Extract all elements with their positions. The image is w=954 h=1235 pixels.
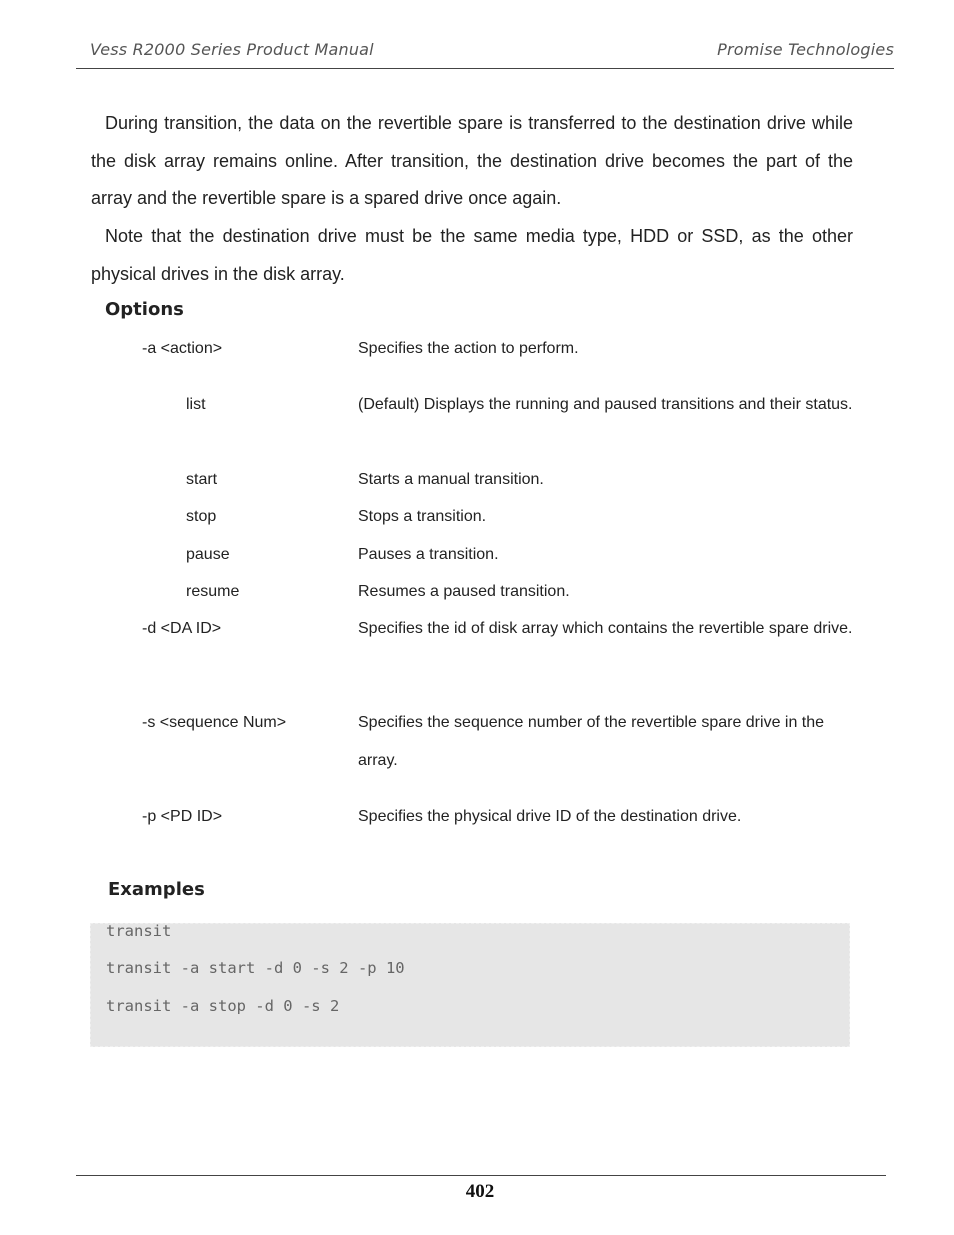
option-desc-start: Starts a manual transition. [358,471,544,488]
header-manual-title: Vess R2000 Series Product Manual [90,40,374,59]
footer-divider [76,1175,886,1176]
page-number: 402 [465,1181,495,1202]
option-desc-action: Specifies the action to perform. [358,340,579,357]
examples-code-block [90,923,850,1047]
paragraph-transition-text: During transition, the data on the revertible spare is transferred to the destination drive while the disk array remains online. After transition, the destination drive becomes the part of the array and the revertible spare is a spared drive once again. [91,113,853,208]
option-desc-pd-id: Specifies the physical drive ID of the destination drive. [358,808,742,825]
option-label-action: -a <action> [142,340,223,357]
option-desc-resume: Resumes a paused transition. [358,583,570,600]
code-line: transit [106,922,172,940]
option-desc-sequence: Specifies the sequence number of the revertible spare drive in the array. [358,714,825,769]
options-heading: Options [105,299,184,320]
header-company: Promise Technologies [717,40,894,59]
paragraph-transition [91,105,853,218]
option-label-pause: pause [186,546,230,563]
option-label-resume: resume [186,583,240,600]
paragraph-media-note-text: Note that the destination drive must be the same media type, HDD or SSD, as the other physical drives in the disk array. [91,226,853,284]
option-label-sequence: -s <sequence Num> [142,714,287,731]
option-label-da-id: -d <DA ID> [142,620,222,637]
option-label-start: start [186,471,218,488]
header-divider [76,68,894,69]
paragraph-media-note [91,218,853,293]
option-label-list: list [186,396,206,413]
option-desc-list: (Default) Displays the running and paused transitions and their status. [358,396,853,413]
option-desc-da-id: Specifies the id of disk array which contains the revertible spare drive. [358,620,853,637]
option-desc-stop: Stops a transition. [358,508,487,525]
examples-heading: Examples [108,879,205,900]
option-desc-pause: Pauses a transition. [358,546,499,563]
code-line: transit -a start -d 0 -s 2 -p 10 [106,959,405,977]
code-line: transit -a stop -d 0 -s 2 [106,997,340,1015]
option-label-stop: stop [186,508,217,525]
option-label-pd-id: -p <PD ID> [142,808,223,825]
